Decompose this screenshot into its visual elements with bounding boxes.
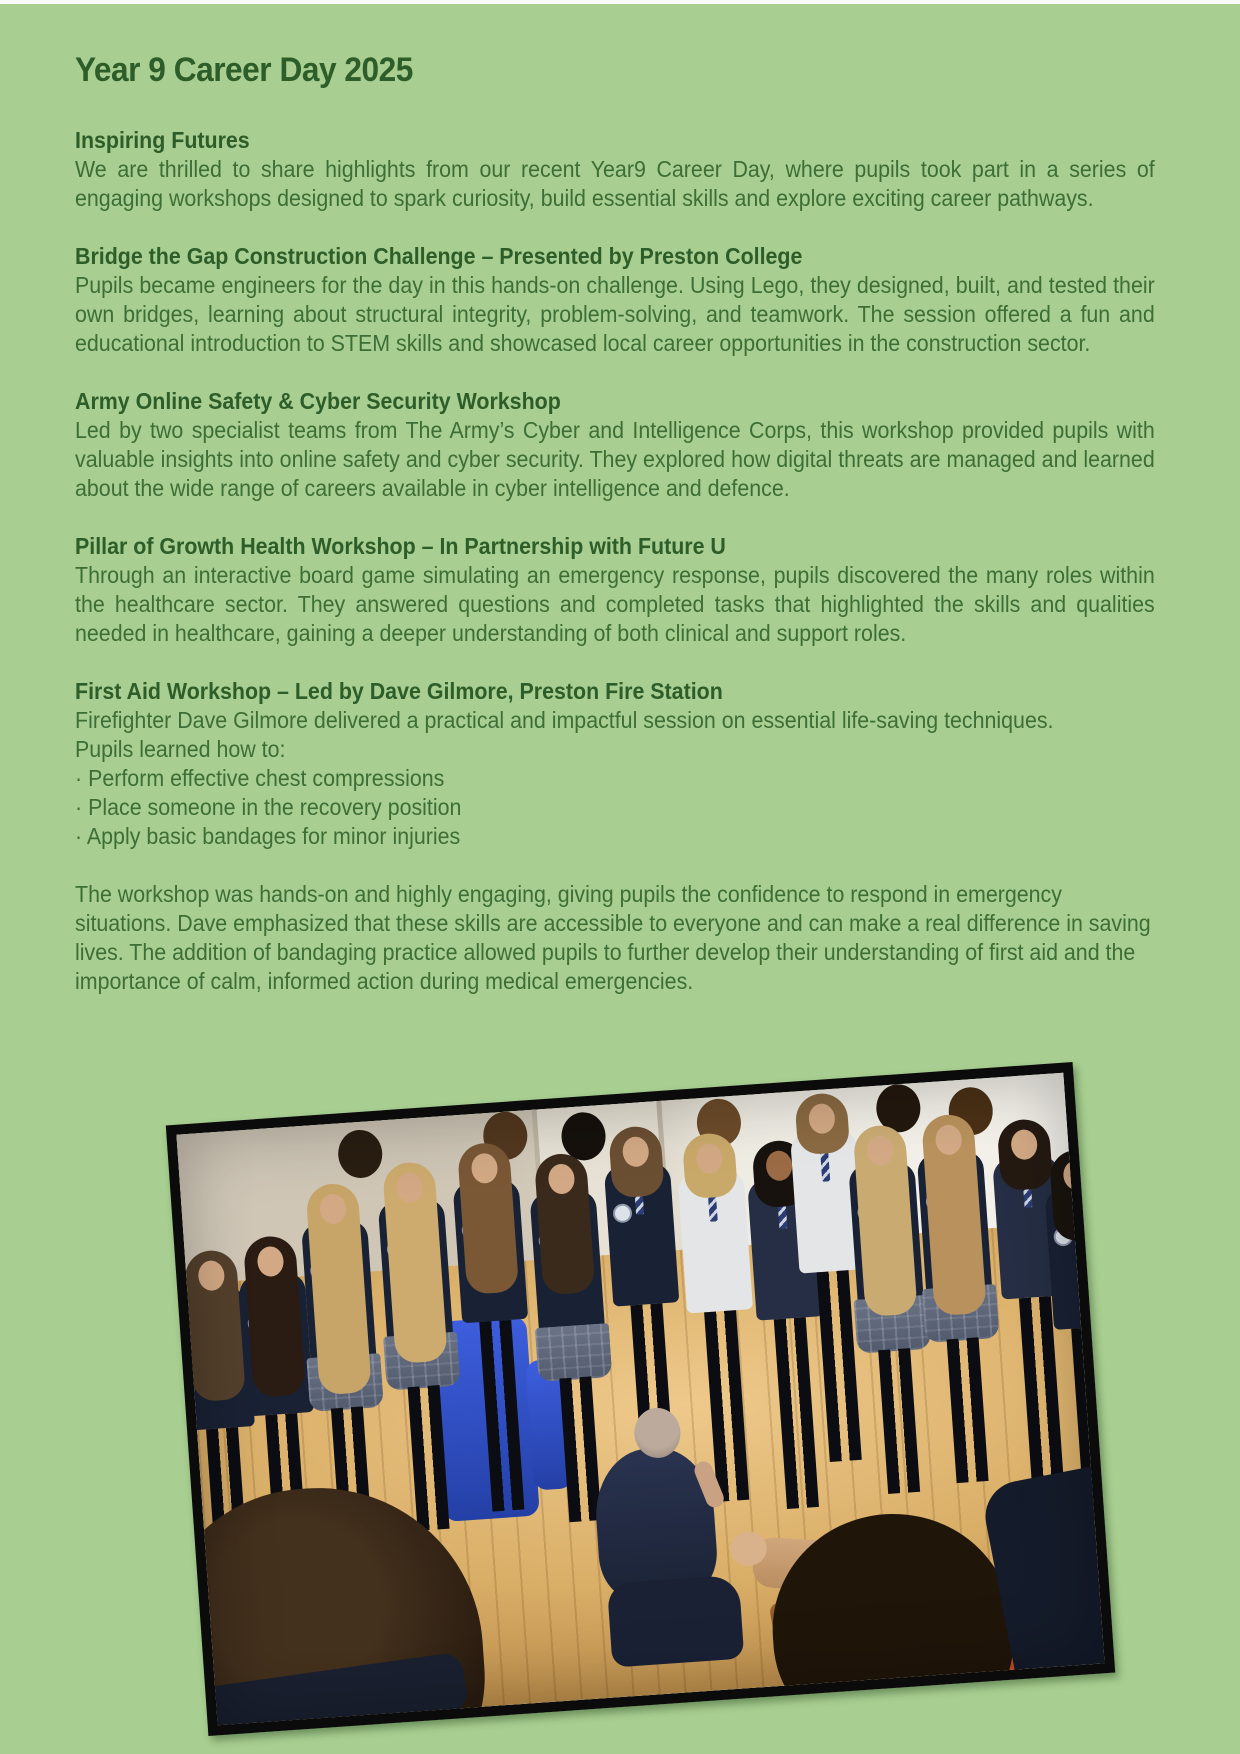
- section-body: Pupils learned how to:: [75, 736, 286, 762]
- section-body: Pupils became engineers for the day in this hands-on challenge. Using Lego, they designed, built, and tested their own bridges, learning about structural integrity, problem-solving, and teamwork. The session offered a fun and educational introduction to STEM skills and showcased local career opportunities in the construction sector.: [75, 272, 1155, 356]
- content-column: [75, 50, 1155, 996]
- bullet-item: · Apply basic bandages for minor injuries: [75, 822, 1155, 851]
- section-heading: First Aid Workshop – Led by Dave Gilmore, Preston Fire Station: [75, 678, 723, 704]
- section-body: We are thrilled to share highlights from our recent Year9 Career Day, where pupils took part in a series of engaging workshops designed to spark curiosity, build essential skills and explore exciting career pathways.: [75, 156, 1155, 211]
- bullet-item: · Place someone in the recovery position: [75, 793, 1155, 822]
- section-body: Firefighter Dave Gilmore delivered a practical and impactful session on essential life-saving techniques.: [75, 707, 1054, 733]
- section-bridge-the-gap: [75, 242, 1155, 358]
- section-heading: Pillar of Growth Health Workshop – In Partnership with Future U: [75, 533, 726, 559]
- section-inspiring-futures: [75, 126, 1155, 213]
- career-day-photo: [166, 1062, 1115, 1736]
- page-title: Year 9 Career Day 2025: [75, 51, 413, 89]
- section-heading: Inspiring Futures: [75, 127, 250, 153]
- photo-scene: [176, 1073, 1104, 1726]
- section-first-aid: [75, 677, 1155, 851]
- section-heading: Army Online Safety & Cyber Security Workshop: [75, 388, 561, 414]
- section-body: Through an interactive board game simulating an emergency response, pupils discovered the many roles within the healthcare sector. They answered questions and completed tasks that highlighted the skills and qualities needed in healthcare, gaining a deeper understanding of both clinical and support roles.: [75, 562, 1155, 646]
- photo-vignette: [176, 1073, 1104, 1726]
- section-pillar-of-growth: [75, 532, 1155, 648]
- page-edge: [0, 0, 1240, 4]
- section-army-cyber: [75, 387, 1155, 503]
- closing-paragraph: The workshop was hands-on and highly engaging, giving pupils the confidence to respond in emergency situations. Dave emphasized that these skills are accessible to everyone and can make a real difference in saving lives. The addition of bandaging practice allowed pupils to further develop their understanding of first aid and the importance of calm, informed action during medical emergencies.: [75, 881, 1151, 994]
- section-body: Led by two specialist teams from The Army’s Cyber and Intelligence Corps, this workshop provided pupils with valuable insights into online safety and cyber security. They explored how digital threats are managed and learned about the wide range of careers available in cyber intelligence and defence.: [75, 417, 1155, 501]
- section-heading: Bridge the Gap Construction Challenge – Presented by Preston College: [75, 243, 803, 269]
- bullet-item: · Perform effective chest compressions: [75, 764, 1155, 793]
